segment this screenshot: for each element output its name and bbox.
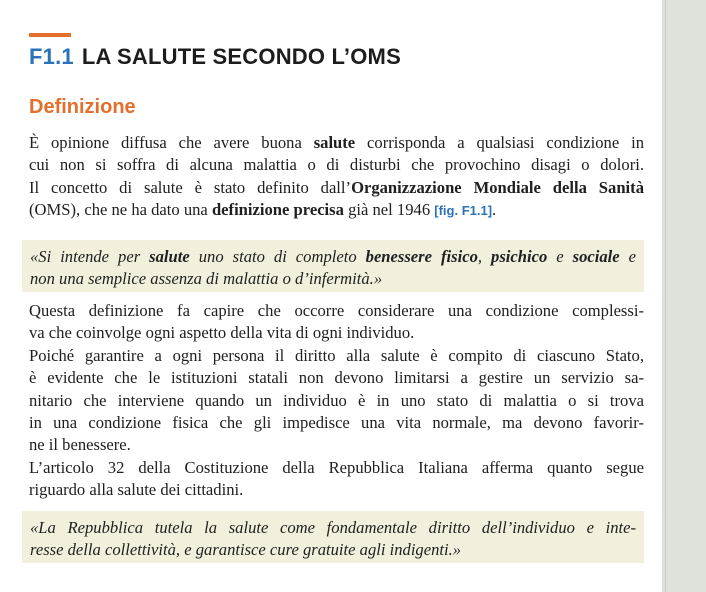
quote-text: «Si intende per [30,247,150,266]
quote-box-constitution [22,511,644,563]
section-accent-bar [29,33,71,37]
intro-line-2: cui non si soffra di alcuna malattia o di disturbi che provochino disagi o dolori. [29,155,644,175]
quote-text: uno stato di completo [189,247,366,266]
body-line: Questa definizione fa capire che occorre considerare una condizione complessi- [29,301,644,320]
term-psichico: psichico [491,247,548,266]
intro-text: corrisponda a qualsiasi condizione in [355,133,644,152]
intro-line-4 [29,199,644,222]
quote-text: , [477,247,492,266]
quote1-line-1 [30,246,636,268]
quote-text: e [619,247,637,266]
quote2-line-2: resse della collettività, e garantisce cure gratuite agli indigenti.» [30,540,462,560]
quote-constitution-art32 [30,517,636,562]
quote-text: e [547,247,573,266]
intro-paragraph [29,132,644,223]
term-salute: salute [313,133,356,152]
intro-text: già nel 1946 [343,200,435,220]
body-line: L’articolo 32 della Costituzione della Repubblica Italiana afferma quanto segue [29,457,644,477]
term-benessere-fisico: benessere fisico [365,247,478,266]
intro-text: (OMS) [29,200,77,220]
body-line: riguardo alla salute dei cittadini. [29,480,244,500]
intro-line-3 [29,177,644,199]
intro-line-1 [29,132,644,154]
section-title: LA SALUTE SECONDO L’OMS [81,44,401,69]
quote-oms-definition [30,246,636,291]
intro-text: È opinione diffusa che avere buona [29,133,314,152]
subheading-definizione: Definizione [29,96,136,118]
intro-text: , che ne ha dato una [76,200,212,220]
body-paragraph [29,300,644,502]
page-margin-strip [662,0,706,592]
body-line: va che coinvolge ogni aspetto della vita di ogni individuo. [29,323,415,343]
section-heading [29,44,401,70]
intro-text: . [492,200,497,220]
body-line: Poiché garantire a ogni persona il diritto alla salute è compito di ciascuno Stato, [29,345,644,365]
body-line: è evidente che le istituzioni statali non devono limitarsi a gestire un servizio sa- [29,368,644,388]
term-sociale: sociale [572,247,620,266]
term-oms-name: Organizzazione Mondiale della Sanità [351,177,644,197]
body-line: ne il benessere. [29,435,131,455]
term-salute: salute [149,247,190,266]
intro-text: Il concetto di salute è stato definito dall’ [29,177,352,197]
quote2-line-1: «La Repubblica tutela la salute come fondamentale diritto dell’individuo e inte- [30,518,636,537]
quote-box-oms-definition [22,240,644,292]
quote1-line-2: non una semplice assenza di malattia o d’infermità.» [30,269,383,289]
body-line: nitario che interviene quando un individuo è in uno stato di malattia o si trova [29,390,644,410]
term-definizione-precisa: definizione precisa [211,200,344,220]
margin-divider [665,0,666,592]
section-number: F1.1 [29,44,74,69]
body-line: in una condizione fisica che gli impedisce una vita normale, ma devono favorir- [29,413,644,433]
figure-reference-link[interactable]: [fig. F1.1] [434,203,493,219]
